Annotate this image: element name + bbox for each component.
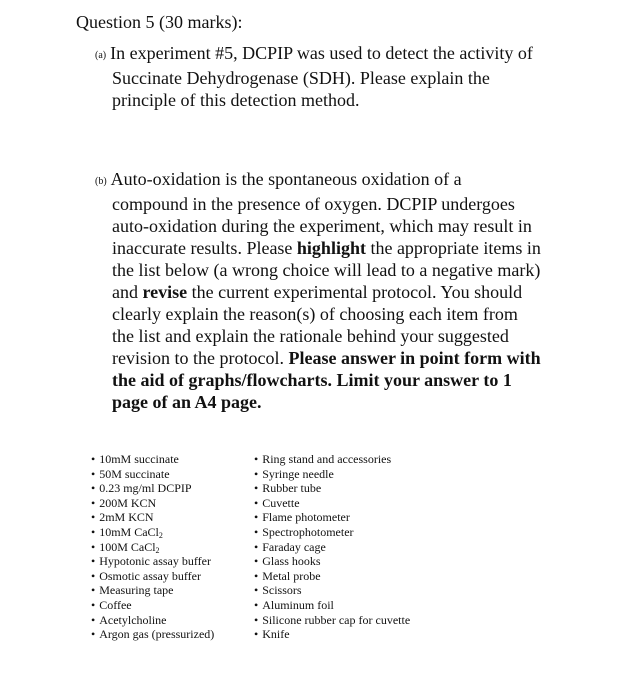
part-b-line-10	[95, 369, 565, 391]
instruction-bold: Please answer in point form with	[288, 348, 541, 368]
instruction-bold: the aid of graphs/flowcharts. Limit your answer to 1	[112, 370, 512, 390]
item-text: 10mM CaCl	[99, 524, 159, 539]
list-item: • Osmotic assay buffer	[91, 569, 214, 584]
part-b-line-11	[95, 391, 565, 413]
part-b-line-5: the list below (a wrong choice will lead to a negative mark)	[112, 260, 541, 280]
part-a-line-3: principle of this detection method.	[112, 90, 360, 110]
line-9-text: revision to the protocol.	[112, 348, 289, 368]
list-item: • 200M KCN	[91, 496, 214, 511]
part-a-line-2: Succinate Dehydrogenase (SDH). Please explain the	[112, 68, 490, 88]
list-item: • Hypotonic assay buffer	[91, 554, 214, 569]
list-item: • Silicone rubber cap for cuvette	[254, 613, 410, 628]
part-b	[95, 168, 565, 413]
subscript: 2	[158, 530, 163, 540]
list-item: • Syringe needle	[254, 467, 410, 482]
list-item: • Ring stand and accessories	[254, 452, 410, 467]
item-text: 100M CaCl	[99, 539, 156, 554]
part-b-line-1: Auto-oxidation is the spontaneous oxidation of a	[110, 169, 462, 189]
part-b-line-4	[95, 237, 565, 259]
list-item: • Scissors	[254, 583, 410, 598]
list-item: • Measuring tape	[91, 583, 214, 598]
list-item	[91, 540, 214, 555]
line-6-text: and	[112, 282, 143, 302]
line-4-text-end: the appropriate items in	[365, 238, 541, 258]
part-a-line-1: In experiment #5, DCPIP was used to detect the activity of	[110, 43, 533, 63]
part-a-label: (a)	[95, 50, 107, 61]
list-item: • Knife	[254, 627, 410, 642]
list-item: • Argon gas (pressurized)	[91, 627, 214, 642]
list-item: • 2mM KCN	[91, 510, 214, 525]
list-item: • Glass hooks	[254, 554, 410, 569]
list-item: • 50M succinate	[91, 467, 214, 482]
part-b-label: (b)	[95, 176, 107, 187]
part-b-line-3: auto-oxidation during the experiment, which may result in	[112, 216, 532, 236]
subscript: 2	[155, 545, 160, 555]
equipment-list	[254, 452, 410, 642]
list-item: • Aluminum foil	[254, 598, 410, 613]
list-item: • Flame photometer	[254, 510, 410, 525]
list-item	[91, 525, 214, 540]
instruction-bold: page of an A4 page.	[112, 392, 262, 412]
question-title: Question 5 (30 marks):	[76, 12, 243, 32]
list-item: • 10mM succinate	[91, 452, 214, 467]
line-4-text: inaccurate results. Please	[112, 238, 297, 258]
list-item: • Acetylcholine	[91, 613, 214, 628]
part-b-line-7: clearly explain the reason(s) of choosing each item from	[112, 304, 518, 324]
part-a	[95, 42, 565, 111]
list-item: • Faraday cage	[254, 540, 410, 555]
list-item: • Rubber tube	[254, 481, 410, 496]
list-item: • 0.23 mg/ml DCPIP	[91, 481, 214, 496]
part-b-line-2: compound in the presence of oxygen. DCPIP undergoes	[112, 194, 515, 214]
list-item: • Metal probe	[254, 569, 410, 584]
list-item: • Coffee	[91, 598, 214, 613]
highlight-keyword: highlight	[296, 238, 366, 258]
revise-keyword: revise	[142, 282, 188, 302]
reagent-list	[91, 452, 214, 642]
list-item: • Cuvette	[254, 496, 410, 511]
line-6-text-end: the current experimental protocol. You should	[187, 282, 523, 302]
part-b-line-8: the list and explain the rationale behind your suggested	[112, 326, 509, 346]
part-b-line-6	[95, 281, 565, 303]
list-item: • Spectrophotometer	[254, 525, 410, 540]
part-b-line-9	[95, 347, 565, 369]
